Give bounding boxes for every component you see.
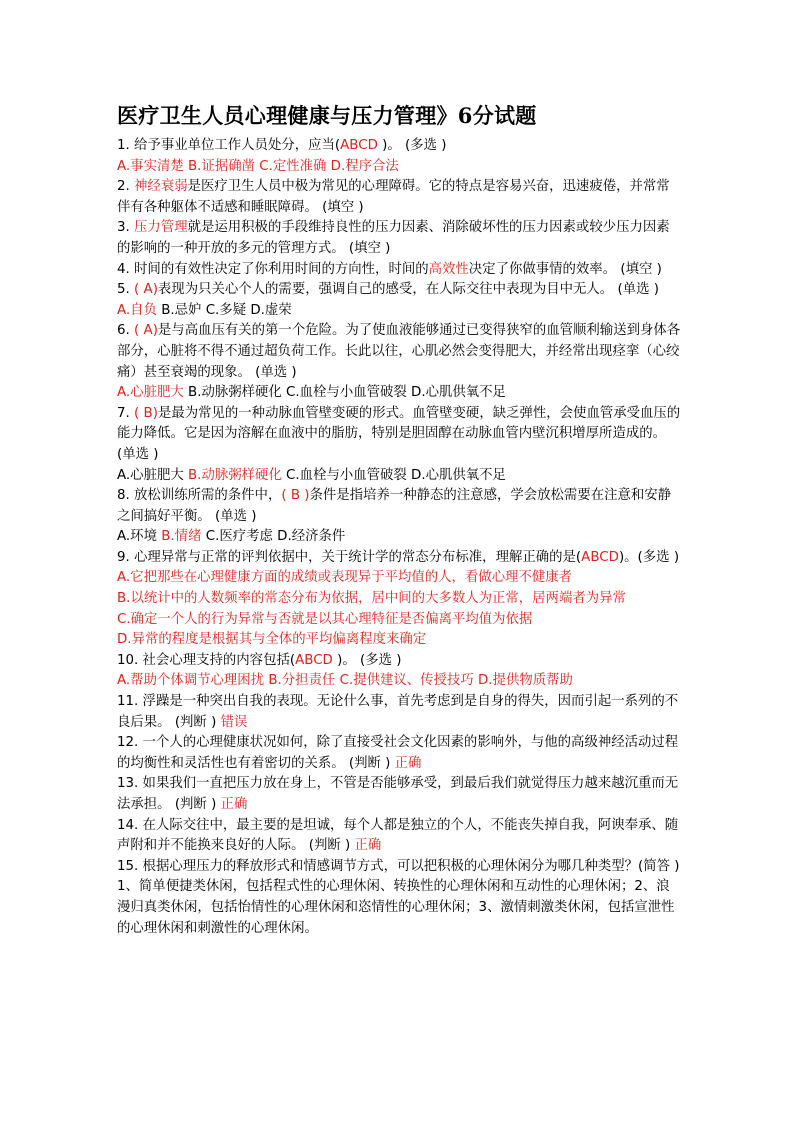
answer: ABCD: [340, 138, 378, 153]
answer: ( A): [134, 323, 158, 339]
options-10: A.帮助个体调节心理困扰 B.分担责任 C.提供建议、传授技巧 D.提供物质帮助: [117, 673, 573, 689]
answer: ( B): [134, 405, 158, 421]
answer-15: 1、简单便捷类休闲，包括程式性的心理休闲、转换性的心理休闲和互动性的心理休闲；2、浪漫归真类休闲，包括怡情性的心理休闲和恣情性的心理休闲；3、激情刺激类休闲，包括宣泄性的心理休闲和刺激性的心理休闲。: [117, 879, 675, 936]
question-4: 4. 时间的有效性决定了你利用时间的方向性，时间的高效性决定了你做事情的效率。 (填空 ): [117, 261, 662, 277]
options-7: A.心脏肥大 B.动脉粥样硬化 C.血栓与小血管破裂 D.心肌供氧不足: [117, 467, 506, 483]
options-8: A.环境 B.情绪 C.医疗考虑 D.经济条件: [117, 529, 346, 545]
document-page: [117, 100, 682, 939]
question-12: 12. 一个人的心理健康状况如何，除了直接受社会文化因素的影响外，与他的高级神经活动过程的均衡性和灵活性也有着密切的关系。 (判断 ) 正确: [117, 735, 679, 771]
answer: ABCD: [295, 652, 333, 668]
option-9a: A.它把那些在心理健康方面的成绩或表现异于平均值的人，看做心理不健康者: [117, 570, 573, 586]
answer: 正确: [394, 755, 422, 771]
question-5: 5. ( A)表现为只关心个人的需要，强调自己的感受，在人际交往中表现为目中无人。 (单选 ): [117, 282, 659, 298]
correct-option: A.心脏肥大: [117, 385, 184, 401]
question-15: 15. 根据心理压力的释放形式和情感调节方式，可以把积极的心理休闲分为哪几种类型？(简答 ): [117, 858, 680, 874]
question-11: 11. 浮躁是一种突出自我的表现。无论什么事，首先考虑到是自身的得失，因而引起一系列的不良后果。 (判断 ) 错误: [117, 694, 679, 730]
answer: ABCD: [581, 549, 619, 565]
options-6: A.心脏肥大 B.动脉粥样硬化 C.血栓与小血管破裂 D.心肌供氧不足: [117, 385, 506, 401]
question-1: 1. 给予事业单位工作人员处分，应当(ABCD )。 (多选 ): [117, 138, 447, 153]
correct-option: B.情绪: [161, 529, 202, 545]
option-9d: D.异常的程度是根据其与全体的平均偏离程度来确定: [117, 632, 427, 648]
answer: 正确: [220, 797, 248, 812]
option-9c: C.确定一个人的行为异常与否就是以其心理特征是否偏离平均值为依据: [117, 611, 533, 627]
question-7: 7. ( B)是最为常见的一种动脉血管壁变硬的形式。血管壁变硬，缺乏弹性，会使血管承受血压的能力降低。它是因为溶解在血液中的脂肪，特别是胆固醇在动脉血管内壁沉积增厚所造成的。 (单选 ): [117, 405, 681, 462]
question-13: 13. 如果我们一直把压力放在身上，不管是否能够承受，到最后我们就觉得压力越来越沉重而无法承担。 (判断 ) 正确: [117, 776, 679, 812]
question-3: 3. 压力管理就是运用积极的手段维持良性的压力因素、消除破坏性的压力因素或较少压力因素的影响的一种开放的多元的管理方式。 (填空 ): [117, 220, 670, 256]
question-10: 10. 社会心理支持的内容包括(ABCD )。 (多选 ): [117, 652, 402, 668]
answer: 高效性: [428, 261, 469, 277]
correct-option: B.动脉粥样硬化: [188, 467, 282, 483]
answer: ( A): [134, 282, 158, 298]
question-8: 8. 放松训练所需的条件中，( B )条件是指培养一种静态的注意感，学会放松需要在注意和安静之间搞好平衡。 (单选 ): [117, 488, 672, 524]
answer: 压力管理: [134, 220, 188, 236]
document-title: 医疗卫生人员心理健康与压力管理》6分试题: [117, 103, 537, 128]
answer: 错误: [220, 714, 248, 730]
answer: 神经衰弱: [134, 179, 188, 195]
option-9b: B.以统计中的人数频率的常态分布为依据，居中间的大多数人为正常，居两端者为异常: [117, 591, 626, 607]
question-14: 14. 在人际交往中，最主要的是坦诚，每个人都是独立的个人，不能丧失掉自我，阿谀奉承、随声附和并不能换来良好的人际。 (判断 ) 正确: [117, 817, 679, 854]
question-9: 9. 心理异常与正常的评判依据中，关于统计学的常态分布标准，理解正确的是(ABCD)。(多选 ): [117, 549, 680, 565]
answer: ( B ): [281, 488, 310, 504]
question-2: 2. 神经衰弱是医疗卫生人员中极为常见的心理障碍。它的特点是容易兴奋，迅速疲倦，并常常伴有各种躯体不适感和睡眠障碍。 (填空 ): [117, 179, 670, 215]
answer: 正确: [354, 838, 382, 854]
options-5: A.自负 B.忌妒 C.多疑 D.虚荣: [117, 302, 292, 318]
correct-option: A.自负: [117, 302, 157, 318]
question-6: 6. ( A)是与高血压有关的第一个危险。为了使血液能够通过已变得狭窄的血管顺利输送到身体各部分，心脏将不得不通过超负荷工作。长此以往，心肌必然会变得肥大，并经常出现痉挛（心绞痛）甚至衰竭的现象。 (单选 ): [117, 323, 681, 380]
options-1: A.事实清楚 B.证据确凿 C.定性准确 D.程序合法: [117, 158, 399, 174]
